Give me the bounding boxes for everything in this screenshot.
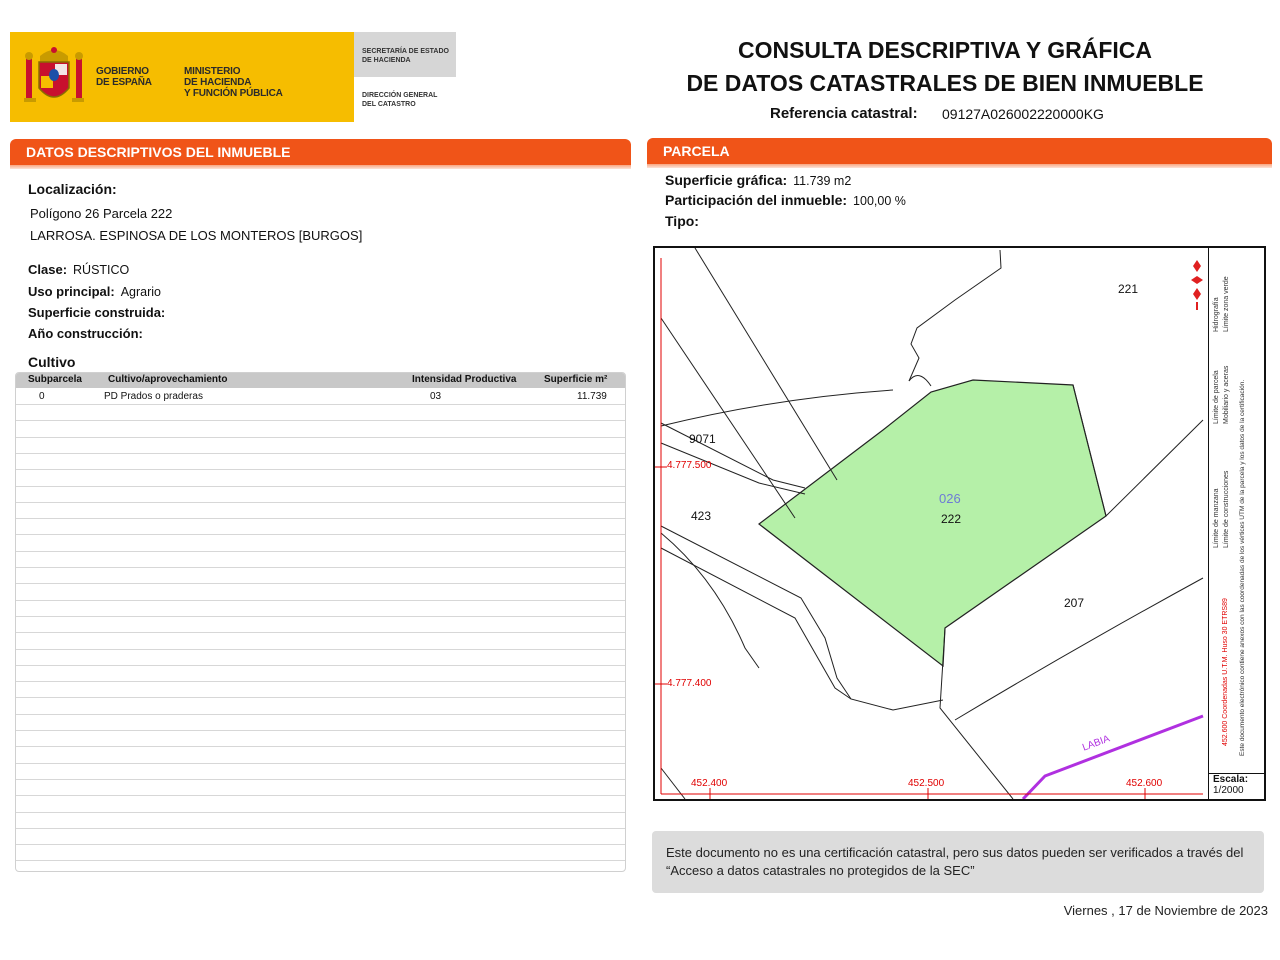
ministry-line2: DE HACIENDA (184, 77, 252, 88)
parcel-label-026: 026 (939, 491, 961, 506)
localizacion-line1: Polígono 26 Parcela 222 (30, 206, 173, 221)
parcel-map[interactable] (653, 246, 1266, 801)
participacion-value: 100,00 % (853, 194, 906, 208)
parcel-label-9071: 9071 (689, 432, 716, 446)
uso-value: Agrario (120, 285, 161, 299)
labia-road (1023, 716, 1203, 799)
cell-subparcela: 0 (39, 391, 45, 402)
table-row-line (16, 518, 625, 519)
ministry-line3: Y FUNCIÓN PÚBLICA (184, 88, 283, 99)
gov-line1: GOBIERNO (96, 66, 149, 77)
table-row-line (16, 844, 625, 845)
parcel-label-222: 222 (941, 512, 962, 526)
table-row-line (16, 665, 625, 666)
ministry-line1: MINISTERIO (184, 66, 241, 77)
table-row-line (16, 746, 625, 747)
scale-box (1209, 773, 1265, 799)
participacion-label: Participación del inmueble: (665, 192, 848, 208)
legend-coordinates: 452.600 Coordenadas U.T.M. Huso 30 ETRS89 (1222, 598, 1229, 746)
table-row-line (16, 437, 625, 438)
table-row-line (16, 828, 625, 829)
table-row-line (16, 779, 625, 780)
uso-label: Uso principal: (28, 284, 115, 299)
map-canvas (655, 248, 1208, 799)
uso-row (28, 284, 161, 299)
coord-x-452500: 452.500 (908, 778, 945, 789)
header-intensidad: Intensidad Productiva (412, 374, 517, 385)
table-row-line (16, 567, 625, 568)
table-row-line (16, 469, 625, 470)
sec-logo-icon (1187, 258, 1207, 312)
table-row-line (16, 600, 625, 601)
table-row-line (16, 502, 625, 503)
clase-row (28, 262, 129, 277)
table-row-line (16, 730, 625, 731)
localizacion-label: Localización: (28, 181, 117, 197)
clase-label: Clase: (28, 262, 68, 277)
cell-intensidad: 03 (430, 391, 442, 402)
gov-line2: DE ESPAÑA (96, 77, 152, 88)
legend-limite-construcciones: Límite de construcciones (1223, 470, 1230, 548)
document-date: Viernes , 17 de Noviembre de 2023 (1063, 903, 1268, 918)
parcel-label-221: 221 (1118, 282, 1139, 296)
table-row-line (16, 616, 625, 617)
cell-cultivo: PD Prados o praderas (104, 391, 203, 402)
reference-value: 09127A026002220000KG (942, 106, 1104, 122)
legend-limite-manzana: Límite de manzana (1213, 488, 1220, 548)
table-row-line (16, 420, 625, 421)
disclaimer-notice: Este documento no es una certificación catastral, pero sus datos pueden ser verificados a través del “Acceso a datos catastrales no protegidos de la SEC” (652, 831, 1264, 893)
clase-value: RÚSTICO (73, 263, 130, 277)
superficie-construida-label: Superficie construida: (28, 305, 166, 320)
header-subparcela: Subparcela (28, 374, 82, 385)
table-row-line (16, 453, 625, 454)
coat-of-arms-icon (22, 42, 86, 108)
legend-hidrografia: Hidrografía (1213, 297, 1220, 332)
secretaria-line2: DE HACIENDA (362, 57, 411, 64)
localizacion-line2: LARROSA. ESPINOSA DE LOS MONTEROS [BURGOS] (30, 228, 363, 243)
map-legend (1208, 248, 1264, 799)
table-row-line (16, 551, 625, 552)
reference-label: Referencia catastral: (770, 105, 918, 122)
parcel-label-423: 423 (691, 509, 712, 523)
legend-doc-note: Este documento electrónico contiene anexos con las coordenadas de los vértices UTM de la parcela y los datos de la certificación. (1239, 379, 1246, 756)
coord-x-452600: 452.600 (1126, 778, 1163, 789)
scale-label: Escala: (1213, 774, 1249, 785)
table-row-line (16, 649, 625, 650)
scale-value: 1/2000 (1213, 785, 1244, 796)
table-row-line (16, 583, 625, 584)
coord-y-4777400: 4.777.400 (667, 678, 712, 689)
table-row-line (16, 534, 625, 535)
coord-x-452400: 452.400 (691, 778, 728, 789)
anio-construccion-label: Año construcción: (28, 326, 143, 341)
table-row-line (16, 632, 625, 633)
page-title (660, 34, 1230, 100)
parcel-222-polygon (759, 380, 1106, 666)
parcel-label-207: 207 (1064, 596, 1085, 610)
secretaria-line1: SECRETARÍA DE ESTADO (362, 48, 449, 55)
table-row-line (16, 714, 625, 715)
header-superficie: Superficie m² (544, 374, 608, 385)
table-row-line (16, 763, 625, 764)
superficie-grafica-value: 11.739 m2 (793, 174, 852, 188)
legend-limite-parcela: Límite de parcela (1213, 370, 1220, 424)
tipo-label: Tipo: (665, 213, 699, 229)
table-row-line (16, 812, 625, 813)
superficie-grafica-label: Superficie gráfica: (665, 172, 788, 188)
table-row-line (16, 697, 625, 698)
legend-limite-zona-verde: Límite zona verde (1223, 276, 1230, 332)
table-row-line (16, 404, 625, 405)
coord-y-4777500: 4.777.500 (667, 460, 712, 471)
direccion-line1: DIRECCIÓN GENERAL (362, 92, 438, 99)
section-datos-descriptivos: DATOS DESCRIPTIVOS DEL INMUEBLE (10, 139, 631, 165)
reference-row (770, 105, 1104, 122)
cultivo-table (15, 372, 626, 872)
table-row-line (16, 795, 625, 796)
title-line1: CONSULTA DESCRIPTIVA Y GRÁFICA (737, 37, 1153, 63)
cell-superficie: 11.739 (577, 391, 607, 402)
table-row-line (16, 486, 625, 487)
road-label-labia: LABIA (1080, 733, 1112, 754)
table-row-line (16, 681, 625, 682)
legend-mobiliario-aceras: Mobiliario y aceras (1223, 365, 1230, 424)
cultivo-title: Cultivo (28, 354, 76, 370)
direccion-line2: DEL CATASTRO (362, 101, 416, 108)
section-parcela: PARCELA (647, 138, 1272, 164)
header-cultivo: Cultivo/aprovechamiento (108, 374, 228, 385)
title-line2: DE DATOS CATASTRALES DE BIEN INMUEBLE (686, 70, 1204, 96)
superficie-grafica-row (665, 172, 851, 188)
table-row-line (16, 860, 625, 861)
participacion-row (665, 192, 906, 208)
